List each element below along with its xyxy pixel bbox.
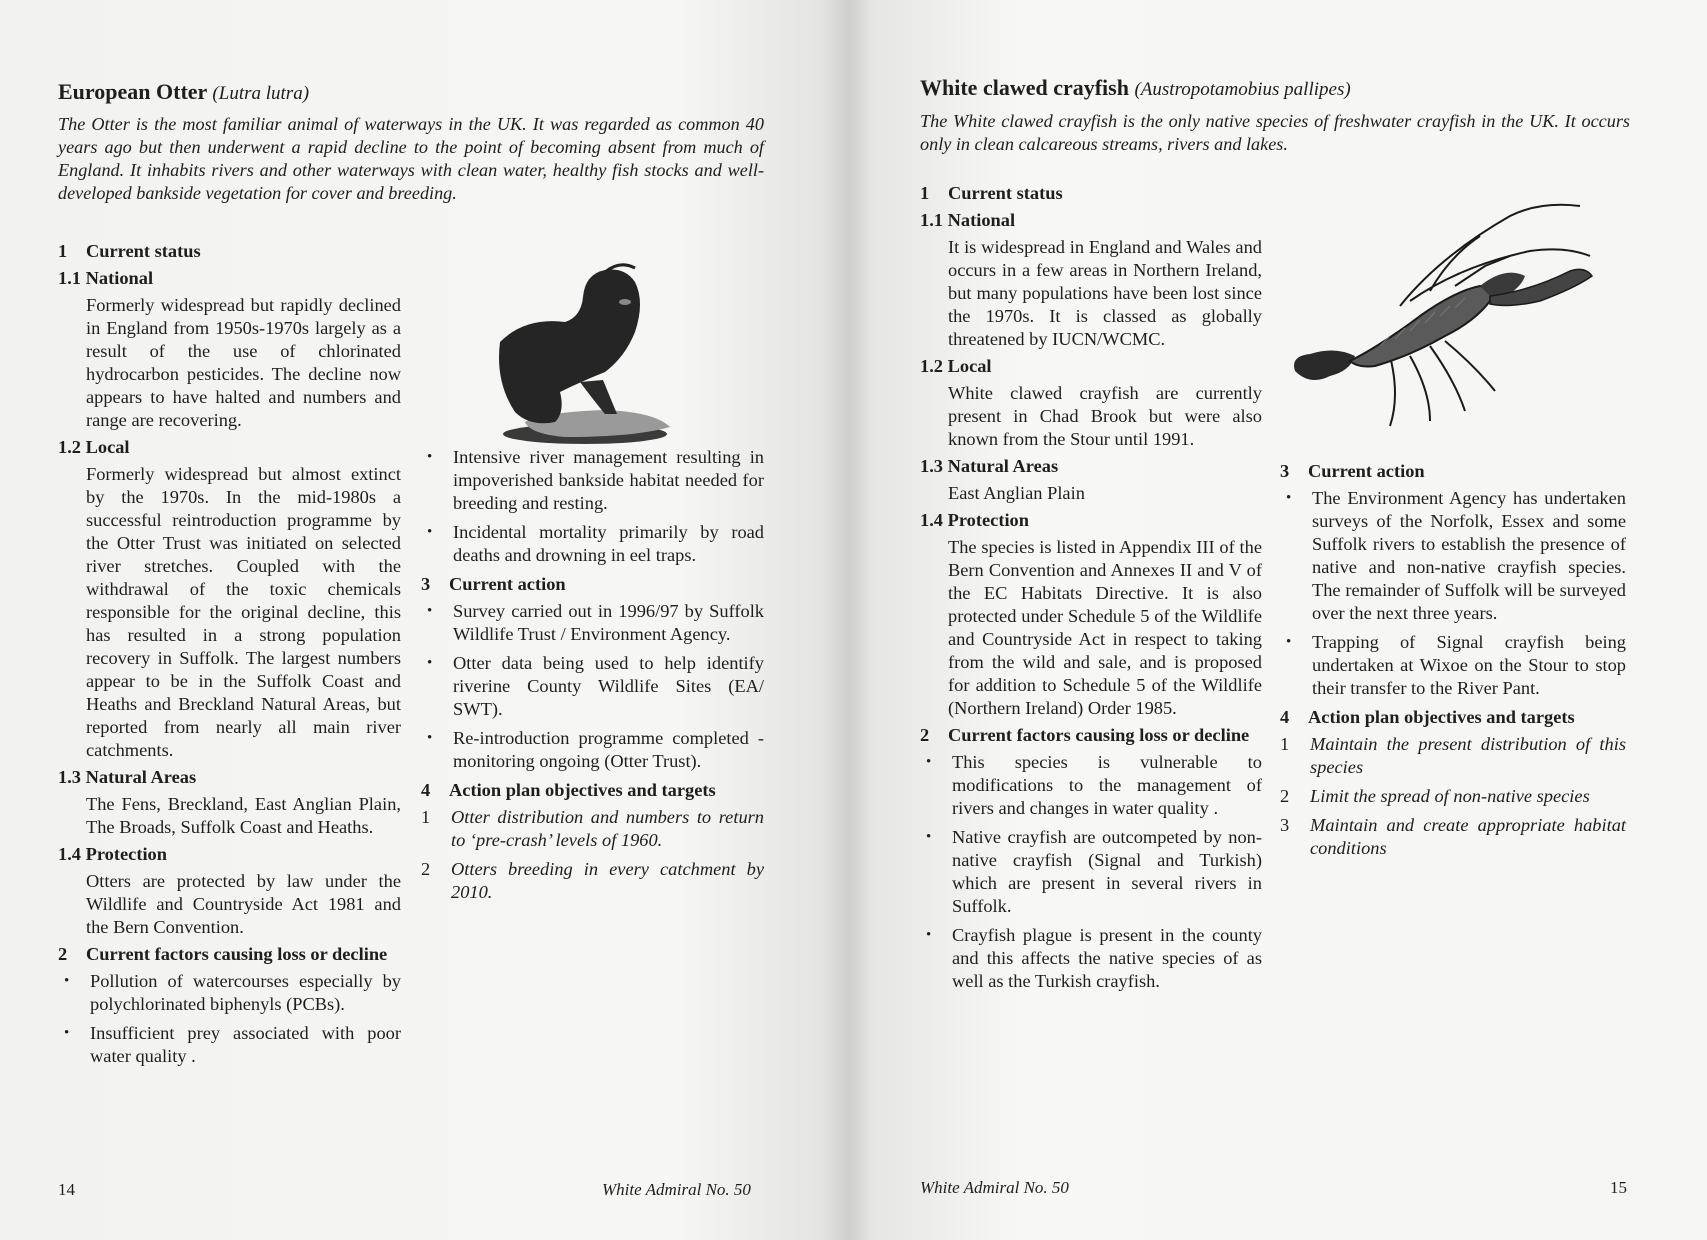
right-column	[421, 446, 764, 910]
page-number: 14	[58, 1180, 75, 1199]
list-item: • Crayfish plague is present in the county and this affects the native species of as well as the Turkish crayfish.	[920, 924, 1262, 993]
bullet-list	[421, 446, 764, 567]
list-item: • Trapping of Signal crayfish being undertaken at Wixoe on the Stour to stop their transfer to the River Pant.	[1280, 631, 1626, 700]
section-text: Formerly widespread but rapidly declined in England from 1950s-1970s largely as a result of the use of chlorinated hydrocarbon pesticides. The decline now appears to have halted and numbers and range are recovering.	[86, 295, 401, 430]
section-heading: 4 Action plan objectives and targets	[1280, 707, 1575, 727]
species-name: European Otter	[58, 79, 207, 104]
right-column	[1280, 456, 1626, 866]
left-page	[0, 0, 848, 1240]
bullet-list	[920, 751, 1262, 993]
list-item: • The Environment Agency has undertaken surveys of the Norfolk, Essex and some Suffolk rivers to establish the presence of native and non-native crayfish species. The remainder of Suffolk will be surveyed over the next three years.	[1280, 487, 1626, 625]
page-footer: White Admiral No. 50	[602, 1180, 751, 1199]
subsection-heading: 1.1 National	[920, 210, 1016, 230]
list-item: • This species is vulnerable to modifications to the management of rivers and changes in water quality .	[920, 751, 1262, 820]
section-heading: 3 Current action	[1280, 461, 1425, 481]
latin-name: (Austropotamobius pallipes)	[1134, 79, 1351, 100]
page-footer: White Admiral No. 50	[920, 1178, 1069, 1197]
left-column	[58, 236, 401, 1074]
list-item: • Pollution of watercourses especially by polychlorinated biphenyls (PCBs).	[58, 970, 401, 1016]
list-item: 2 Limit the spread of non-native species	[1280, 786, 1590, 806]
list-item: 3 Maintain and create appropriate habitat conditions	[1280, 815, 1626, 858]
intro-paragraph: The White clawed crayfish is the only native species of freshwater crayfish in the UK. It occurs only in clean calcareous streams, rivers and lakes.	[920, 111, 1630, 154]
list-item: • Insufficient prey associated with poor water quality .	[58, 1022, 401, 1068]
section-text: White clawed crayfish are currently present in Chad Brook but were also known from the Stour until 1991.	[948, 383, 1262, 449]
list-item: • Otter data being used to help identify riverine County Wildlife Sites (EA/ SWT).	[421, 652, 764, 721]
otter-illustration	[485, 262, 685, 452]
right-page	[848, 0, 1707, 1240]
crayfish-illustration	[1280, 196, 1600, 436]
section-heading: 2 Current factors causing loss or decline	[920, 725, 1250, 745]
page-title	[58, 78, 778, 108]
section-text: Otters are protected by law under the Wildlife and Countryside Act 1981 and the Bern Convention.	[86, 871, 401, 937]
subsection-heading: 1.2 Local	[920, 356, 992, 376]
section-heading: 2 Current factors causing loss or decline	[58, 944, 388, 964]
list-item: • Native crayfish are outcompeted by non-native crayfish (Signal and Turkish) which are present in several rivers in Suffolk.	[920, 826, 1262, 918]
list-item: • Re-introduction programme completed -monitoring ongoing (Otter Trust).	[421, 727, 764, 773]
list-item: • Incidental mortality primarily by road deaths and drowning in eel traps.	[421, 521, 764, 567]
bullet-list	[58, 970, 401, 1068]
section-text: The species is listed in Appendix III of the Bern Convention and Annexes II and V of the EC Habitats Directive. It is also protected under Schedule 5 of the Wildlife and Countryside Act in respect to taking from the wild and sale, and is proposed for addition to Schedule 5 of the Wildlife (Northern Ireland) Order 1985.	[948, 537, 1262, 718]
subsection-heading: 1.1 National	[58, 268, 154, 288]
section-text: Formerly widespread but almost extinct by the 1970s. In the mid-1980s a successful reintroduction programme by the Otter Trust was initiated on selected river stretches. Coupled with the withdrawal of the toxic chemicals responsible for the original decline, this has resulted in a strong population recovery in Suffolk. The largest numbers appear to be in the Suffolk Coast and Heaths and Breckland Natural Areas, but reported from nearly all main river catchments.	[86, 464, 401, 760]
objectives-list	[1280, 733, 1626, 860]
list-item: • Survey carried out in 1996/97 by Suffolk Wildlife Trust / Environment Agency.	[421, 600, 764, 646]
bullet-list	[421, 600, 764, 773]
section-heading: 4 Action plan objectives and targets	[421, 780, 716, 800]
list-item: • Intensive river management resulting in impoverished bankside habitat needed for breeding and resting.	[421, 446, 764, 515]
subsection-heading: 1.3 Natural Areas	[58, 767, 197, 787]
list-item: 1 Otter distribution and numbers to return to ‘pre-crash’ levels of 1960.	[421, 807, 764, 850]
bullet-list	[1280, 487, 1626, 700]
section-text: The Fens, Breckland, East Anglian Plain, The Broads, Suffolk Coast and Heaths.	[86, 794, 401, 837]
section-text: It is widespread in England and Wales and occurs in a few areas in Northern Ireland, but many populations have been lost since the 1970s. It is classed as globally threatened by IUCN/WCMC.	[948, 237, 1262, 349]
section-text: East Anglian Plain	[948, 483, 1085, 503]
latin-name: (Lutra lutra)	[212, 83, 310, 104]
list-item: 1 Maintain the present distribution of this species	[1280, 734, 1626, 777]
page-number: 15	[1610, 1178, 1627, 1197]
left-column	[920, 178, 1262, 999]
section-heading: 1 Current status	[920, 183, 1063, 203]
subsection-heading: 1.3 Natural Areas	[920, 456, 1059, 476]
subsection-heading: 1.2 Local	[58, 437, 130, 457]
intro-paragraph: The Otter is the most familiar animal of waterways in the UK. It was regarded as common 40 years ago but then underwent a rapid decline to the point of becoming absent from much of England. It inhabits rivers and other waterways with clean water, healthy fish stocks and well-developed bankside vegetation for cover and breeding.	[58, 114, 764, 203]
subsection-heading: 1.4 Protection	[920, 510, 1029, 530]
section-heading: 1 Current status	[58, 241, 201, 261]
objectives-list	[421, 806, 764, 904]
subsection-heading: 1.4 Protection	[58, 844, 167, 864]
list-item: 2 Otters breeding in every catchment by 2010.	[421, 859, 764, 902]
section-heading: 3 Current action	[421, 574, 566, 594]
species-name: White clawed crayfish	[920, 75, 1129, 100]
page-title	[920, 74, 1640, 104]
